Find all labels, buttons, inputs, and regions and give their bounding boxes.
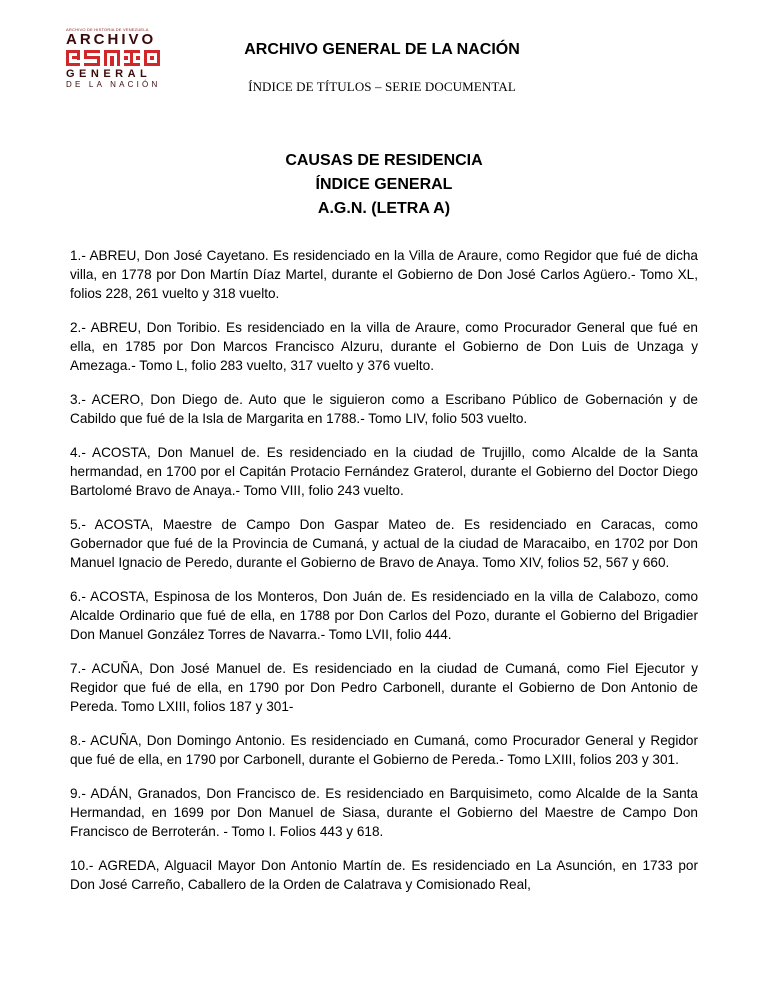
document-title-line-3: A.G.N. (LETRA A) <box>317 200 451 217</box>
header-title: ARCHIVO GENERAL DE LA NACIÓN <box>244 41 520 58</box>
entry-8: 8.- ACUÑA, Don Domingo Antonio. Es residenciado en Cumaná, como Procurador General y Regidor que fué de ella, en 1790 por Carbonell, durante el Gobierno de Pereda.- Tomo LXIII, folios 203 y 301. <box>70 733 698 767</box>
logo-archivo-text: ARCHIVO <box>66 31 157 48</box>
agn-logo <box>62 27 170 91</box>
entry-2: 2.- ABREU, Don Toribio. Es residenciado en la villa de Araure, como Procurador General que fué en ella, en 1785 por Don Marcos Francisco Alzuru, durante el Gobierno de Don Luis de Unzaga y Amezaga.- Tomo L, folio 283 vuelto, 317 vuelto y 376 vuelto. <box>70 320 698 373</box>
entry-9: 9.- ADÁN, Granados, Don Francisco de. Es residenciado en Barquisimeto, como Alcalde de la Santa Hermandad, en 1699 por Don Manuel de Siasa, durante el Gobierno del Maestre de Campo Don Francisco de Berroterán. - Tomo I. Folios 443 y 618. <box>70 786 698 839</box>
entry-7: 7.- ACUÑA, Don José Manuel de. Es residenciado en la ciudad de Cumaná, como Fiel Ejecutor y Regidor que fué de ella, en 1790 por Don Pedro Carbonell, durante el Gobierno de Don Antonio de Pereda. Tomo LXIII, folios 187 y 301- <box>70 661 698 714</box>
logo-emblem-icon <box>66 48 166 68</box>
entry-10: 10.- AGREDA, Alguacil Mayor Don Antonio Martín de. Es residenciado en La Asunción, en 1733 por Don José Carreño, Caballero de la Orden de Calatrava y Comisionado Real, <box>70 858 698 892</box>
logo-general-text: GENERAL <box>66 68 152 80</box>
entry-5: 5.- ACOSTA, Maestre de Campo Don Gaspar Mateo de. Es residenciado en Caracas, como Gobernador que fué de la Provincia de Cumaná, y actual de la ciudad de Maracaibo, en 1702 por Don Manuel Ignacio de Peredo, durante el Gobierno de Bravo de Anaya. Tomo XIV, folios 52, 567 y 660. <box>70 517 698 570</box>
entry-4: 4.- ACOSTA, Don Manuel de. Es residenciado en la ciudad de Trujillo, como Alcalde de la Santa hermandad, en 1700 por el Capitán Protacio Fernández Graterol, durante el Gobierno del Doctor Diego Bartolomé Bravo de Anaya.- Tomo VIII, folio 243 vuelto. <box>70 445 698 498</box>
document-title-line-1: CAUSAS DE RESIDENCIA <box>285 152 483 169</box>
document-title-line-2: ÍNDICE GENERAL <box>315 176 453 193</box>
logo-small-text: ARCHIVO DE HISTORIA DE VENEZUELA <box>66 27 149 32</box>
entry-6: 6.- ACOSTA, Espinosa de los Monteros, Don Juán de. Es residenciado en la villa de Calabozo, como Alcalde Ordinario que fué de ella, en 1788 por Don Carlos del Pozo, durante el Gobierno del Brigadier Don Manuel González Torres de Navarra.- Tomo LVII, folio 444. <box>70 589 698 642</box>
entry-3: 3.- ACERO, Don Diego de. Auto que le siguieron como a Escribano Público de Gobernación y de Cabildo que fué de la Isla de Margarita en 1788.- Tomo LIV, folio 503 vuelto. <box>70 392 698 426</box>
logo-nacion-text: DE LA NACIÓN <box>66 80 161 89</box>
entry-list <box>70 246 698 909</box>
entry-1: 1.- ABREU, Don José Cayetano. Es residenciado en la Villa de Araure, como Regidor que fué de dicha villa, en 1778 por Don Martín Díaz Martel, durante el Gobierno de Don José Carlos Agüero.- Tomo XL, folios 228, 261 vuelto y 318 vuelto. <box>70 248 698 301</box>
header-subtitle: ÍNDICE DE TÍTULOS – SERIE DOCUMENTAL <box>248 79 516 94</box>
